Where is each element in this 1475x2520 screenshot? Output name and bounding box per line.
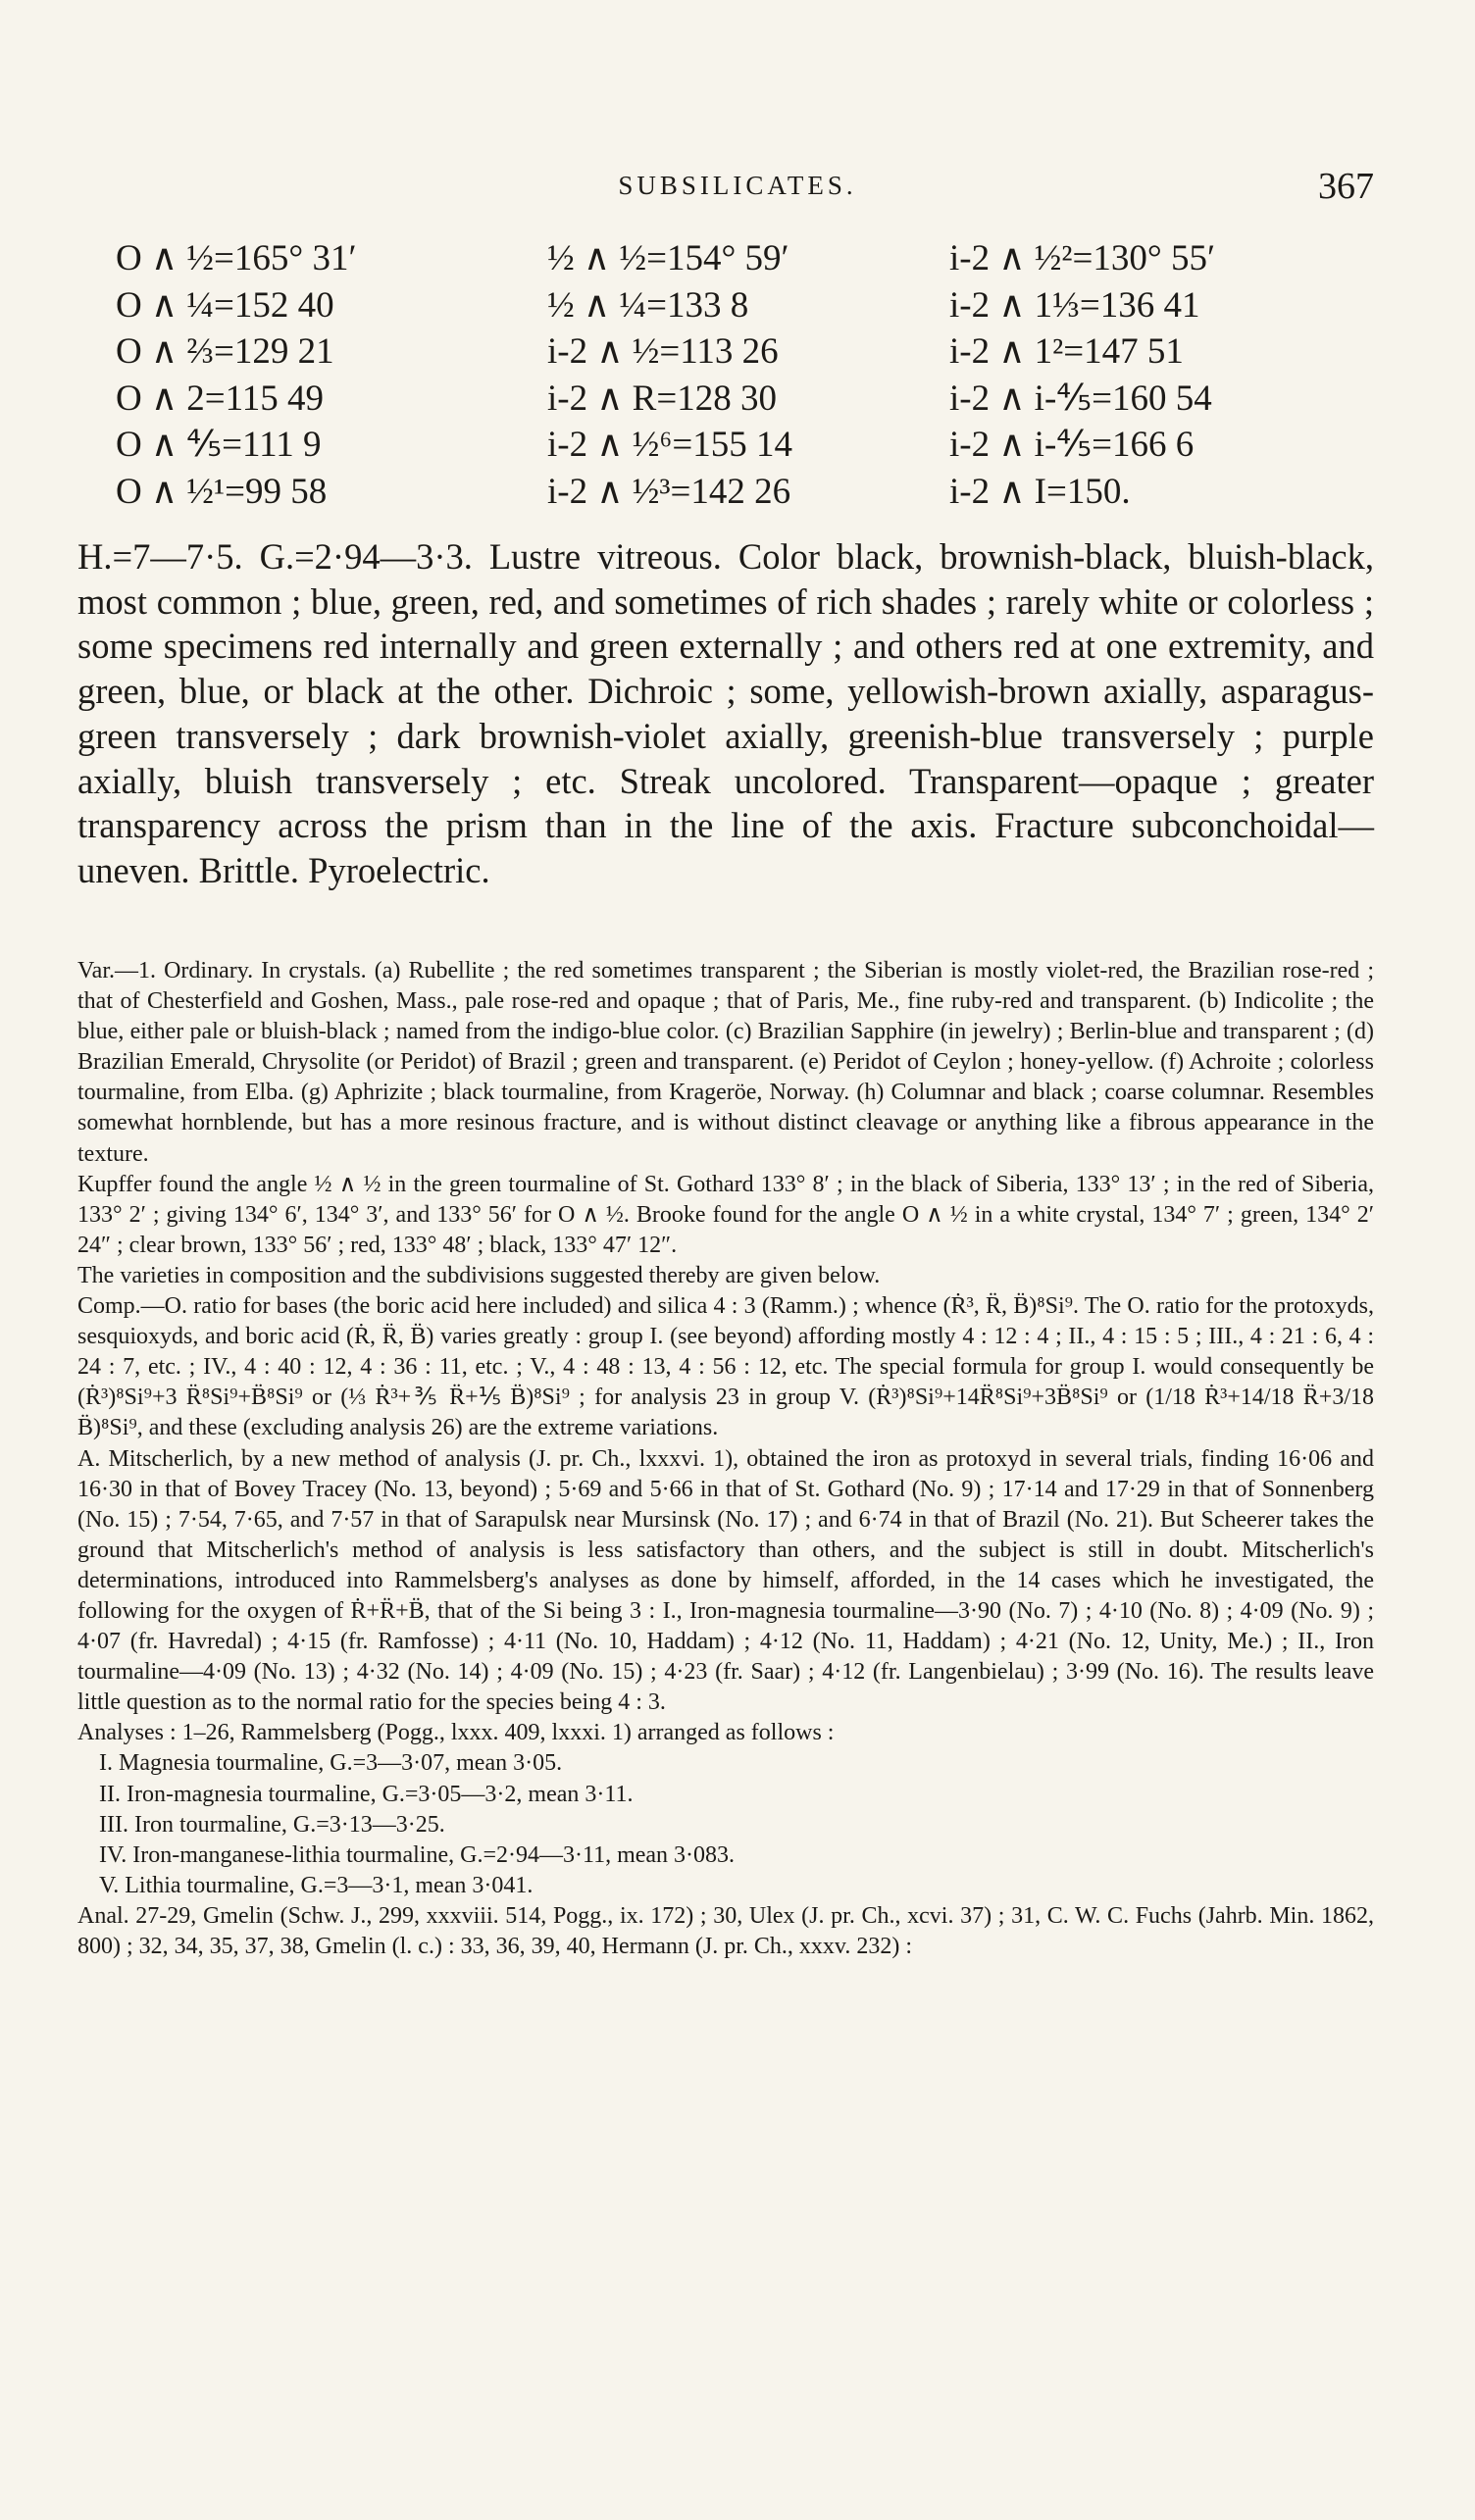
running-title: SUBSILICATES. bbox=[618, 171, 857, 200]
angle-row: i-2 ∧ 1²=147 51 bbox=[949, 331, 1184, 372]
angle-row: O ∧ 2=115 49 bbox=[116, 378, 325, 419]
angle-row: O ∧ ¼=152 40 bbox=[116, 284, 334, 326]
angle-row: O ∧ ⅔=129 21 bbox=[116, 331, 334, 372]
varieties-paragraph: Var.—1. Ordinary. In crystals. (a) Rubellite ; the red sometimes transparent ; the Siberian is mostly violet-red, the Brazilian rose-red ; that of Chesterfield and Goshen, Mass., pale rose-red and opaque ; that of Paris, Me., fine ruby-red and transparent. (b) Indicolite ; the blue, either pale or bluish-black ; named from the indigo-blue color. (c) Brazilian Sapphire (in jewelry) ; Berlin-blue and transparent ; (d) Brazilian Emerald, Chrysolite (or Peridot) of Brazil ; green and transparent. (e) Peridot of Ceylon ; honey-yellow. (f) Achroite ; colorless tourmaline, from Elba. (g) Aphrizite ; black tourmaline, from Krageröe, Norway. (h) Columnar and black ; coarse columnar. Resembles somewhat hornblende, but has a more resinous fracture, and is without distinct cleavage or anything like a fibrous appearance in the texture. bbox=[77, 958, 1374, 1167]
physical-description: H.=7—7·5. G.=2·94—3·3. Lustre vitreous. Color black, brownish-black, bluish-black, most common ; blue, green, red, and sometimes of rich shades ; rarely white or colorless ; some specimens red internally and green externally ; and others red at one extremity, and green, blue, or black at the other. Dichroic ; some, yellowish-brown axially, asparagus-green transversely ; dark brownish-violet axially, greenish-blue transversely ; purple axially, bluish transversely ; etc. Streak uncolored. Transparent—opaque ; greater transparency across the prism than in the line of the axis. Fracture subconchoidal—uneven. Brittle. Pyroelectric. bbox=[77, 536, 1374, 890]
angle-row: i-2 ∧ ½²=130° 55′ bbox=[949, 238, 1216, 278]
angle-row: i-2 ∧ I=150. bbox=[949, 471, 1131, 512]
page-number: 367 bbox=[1318, 166, 1374, 207]
angle-row: O ∧ ½¹=99 58 bbox=[116, 471, 328, 512]
angle-row: ½ ∧ ¼=133 8 bbox=[547, 284, 749, 326]
mitscherlich-paragraph: A. Mitscherlich, by a new method of analysis (J. pr. Ch., lxxxvi. 1), obtained the iron as protoxyd in several trials, finding 16·06 and 16·30 in that of Bovey Tracey (No. 13, beyond) ; 5·69 and 5·66 in that of St. Gothard (No. 9) ; 17·14 and 17·29 in that of Sonnenberg (No. 15) ; 7·54, 7·65, and 7·57 in that of Sarapulsk near Mursinsk (No. 17) ; and 6·74 in that of Brazil (No. 21). But Scheerer takes the ground that Mitscherlich's method of analysis is less satisfactory than others, and the subject is still in doubt. Mitscherlich's determinations, introduced into Rammelsberg's analyses as done by himself, afforded, in the 14 cases which he investigated, the following for the oxygen of Ṙ+R̈+B̈, that of the Si being 3 : I., Iron-magnesia tourmaline—3·90 (No. 7) ; 4·10 (No. 8) ; 4·09 (No. 9) ; 4·07 (fr. Havredal) ; 4·15 (fr. Ramfosse) ; 4·11 (No. 10, Haddam) ; 4·12 (No. 11, Haddam) ; 4·21 (No. 12, Unity, Me.) ; II., Iron tourmaline—4·09 (No. 13) ; 4·32 (No. 14) ; 4·09 (No. 15) ; 4·23 (fr. Saar) ; 4·12 (fr. Langenbielau) ; 3·99 (No. 16). The results leave little question as to the normal ratio for the species being 4 : 3. bbox=[77, 1445, 1374, 1716]
analyses-intro: Analyses : 1–26, Rammelsberg (Pogg., lxxx. 409, lxxxi. 1) arranged as follows : bbox=[77, 1720, 835, 1746]
angle-row: i-2 ∧ ½⁶=155 14 bbox=[547, 425, 792, 465]
angle-column-2 bbox=[547, 235, 792, 515]
kupffer-paragraph: Kupffer found the angle ½ ∧ ½ in the green tourmaline of St. Gothard 133° 8′ ; in the black of Siberia, 133° 13′ ; in the red of Siberia, 133° 2′ ; giving 134° 6′, 134° 3′, and 133° 56′ for O ∧ ½. Brooke found for the angle O ∧ ½ in a white crystal, 134° 7′ ; green, 134° 2′ 24″ ; clear brown, 133° 56′ ; red, 133° 48′ ; black, 133° 47′ 12″. bbox=[77, 1171, 1374, 1258]
analyses-sources: Anal. 27-29, Gmelin (Schw. J., 299, xxxviii. 514, Pogg., ix. 172) ; 30, Ulex (J. pr. Ch., xcvi. 37) ; 31, C. W. C. Fuchs (Jahrb. Min. 1862, 800) ; 32, 34, 35, 37, 38, Gmelin (l. c.) : 33, 36, 39, 40, Hermann (J. pr. Ch., xxxv. 232) : bbox=[77, 1902, 1374, 1959]
composition-paragraph: Comp.—O. ratio for bases (the boric acid here included) and silica 4 : 3 (Ramm.) ; whence (Ṙ³, R̈, B̈)⁸Si⁹. The O. ratio for the protoxyds, sesquioxyds, and boric acid (Ṙ, R̈, B̈) varies greatly : group I. (see beyond) affording mostly 4 : 12 : 4 ; II., 4 : 15 : 5 ; III., 4 : 21 : 6, 4 : 24 : 7, etc. ; IV., 4 : 40 : 12, 4 : 36 : 11, etc. ; V., 4 : 48 : 13, 4 : 56 : 12, etc. The special formula for group I. would consequently be (Ṙ³)⁸Si⁹+3 R̈⁸Si⁹+B̈⁸Si⁹ or (⅓ Ṙ³+⅗ R̈+⅕ B̈)⁸Si⁹ ; for analysis 23 in group V. (Ṙ³)⁸Si⁹+14R̈⁸Si⁹+3B̈⁸Si⁹ or (1/18 Ṙ³+14/18 R̈+3/18 B̈)⁸Si⁹, and these (excluding analysis 26) are the extreme variations. bbox=[77, 1293, 1374, 1441]
angle-row: i-2 ∧ ½=113 26 bbox=[547, 331, 779, 372]
angle-row: O ∧ ⅘=111 9 bbox=[116, 425, 322, 465]
angle-column-1 bbox=[116, 235, 357, 515]
group-line: IV. Iron-manganese-lithia tourmaline, G.=2·94—3·11, mean 3·083. bbox=[99, 1841, 736, 1868]
angle-row: i-2 ∧ 1⅓=136 41 bbox=[949, 284, 1200, 326]
angle-row: i-2 ∧ i-⅘=160 54 bbox=[949, 378, 1212, 419]
group-line: V. Lithia tourmaline, G.=3—3·1, mean 3·041. bbox=[99, 1872, 534, 1898]
group-line: I. Magnesia tourmaline, G.=3—3·07, mean 3·05. bbox=[99, 1750, 563, 1777]
angle-table bbox=[116, 235, 1342, 515]
angle-row: O ∧ ½=165° 31′ bbox=[116, 238, 357, 278]
angle-row: i-2 ∧ i-⅘=166 6 bbox=[949, 425, 1195, 465]
fine-print-notes bbox=[77, 956, 1374, 1962]
angle-row: i-2 ∧ ½³=142 26 bbox=[547, 471, 791, 512]
angle-row: ½ ∧ ½=154° 59′ bbox=[547, 238, 789, 278]
group-line: II. Iron-magnesia tourmaline, G.=3·05—3·2, mean 3·11. bbox=[99, 1781, 634, 1807]
angle-row: i-2 ∧ R=128 30 bbox=[547, 378, 777, 419]
varieties-intro: The varieties in composition and the subdivisions suggested thereby are given below. bbox=[77, 1262, 881, 1288]
angle-column-3 bbox=[949, 235, 1215, 515]
page-header bbox=[0, 165, 1475, 214]
group-line: III. Iron tourmaline, G.=3·13—3·25. bbox=[99, 1811, 445, 1838]
